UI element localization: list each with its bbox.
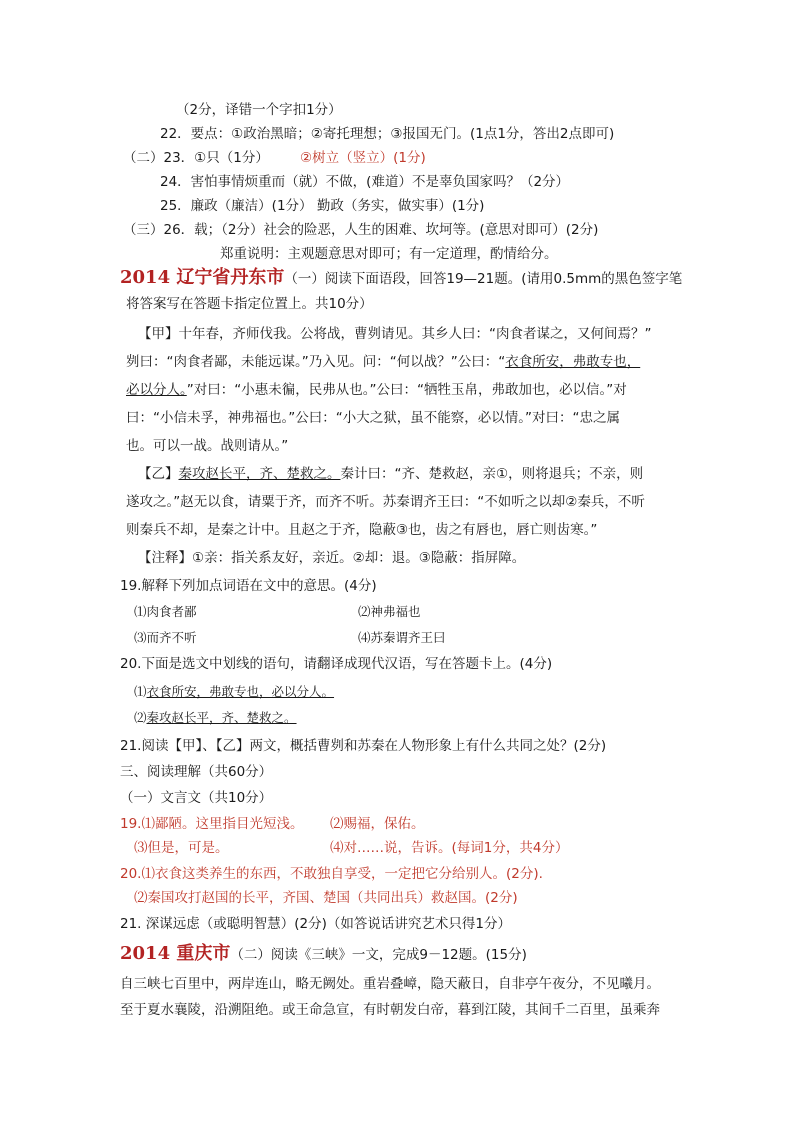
note-line: 郑重说明：主观题意思对即可；有一定道理，酌情给分。 [220, 246, 558, 262]
underlined-text: 衣食所安，弗敢专也，必以分人。 [146, 684, 335, 699]
answer-line: 21. 深谋远虑（或聪明智慧）(2分)（如答说话讲究艺术只得1分） [120, 916, 511, 932]
annotation-line: 【注释】①亲：指关系友好，亲近。②却：退。③隐蔽：指屏障。 [138, 550, 526, 566]
answer-line: ②树立（竖立）(1分) [300, 150, 426, 166]
answer-line: 24．害怕事情烦重而（就）不做，(难道）不是辜负国家吗？（2分） [160, 174, 570, 190]
section-title: 三、阅读理解（共60分） [120, 764, 273, 780]
answer-line: ⑷对……说，告诉。(每词1分，共4分） [330, 840, 569, 856]
question-line: 19.解释下列加点词语在文中的意思。(4分) [120, 578, 377, 594]
answer-line: （三）26．载；（2分）社会的险恶，人生的困难、坎坷等。(意思对即可）(2分) [123, 222, 599, 238]
question-item: ⑷苏秦谓齐王曰 [358, 630, 446, 645]
passage-text: 秦计曰：“齐、楚救赵，亲①，则将退兵；不亲，则 [340, 466, 644, 482]
answer-line: 25．廉政（廉洁）(1分） 勤政（务实，做实事）(1分) [160, 198, 485, 214]
year-city-heading: 2014 重庆市 [120, 943, 231, 964]
passage-line: 自三峡七百里中，两岸连山，略无阙处。重岩叠嶂，隐天蔽日，自非亭午夜分，不见曦月。 [120, 976, 660, 992]
intro-text: （二）阅读《三峡》一文，完成9－12题。(15分) [230, 947, 527, 963]
section-title: （一）文言文（共10分） [120, 790, 273, 806]
answer-line: （二）23．①只（1分） [123, 150, 269, 166]
passage-line: 曰：“小信未孚，神弗福也。”公曰：“小大之狱，虽不能察，必以情。”对曰：“忠之属 [126, 410, 620, 426]
question-line: 20.下面是选文中划线的语句，请翻译成现代汉语，写在答题卡上。(4分) [120, 656, 553, 672]
answer-line: ⑶但是，可是。 [134, 840, 229, 856]
passage-line: 至于夏水襄陵，沿溯阻绝。或王命急宣，有时朝发白帝，暮到江陵，其间千二百里，虽乘奔 [120, 1002, 660, 1018]
answer-line: 22．要点：①政治黑暗；②寄托理想；③报国无门。(1点1分，答出2点即可) [160, 126, 615, 142]
item-number: ⑴ [134, 684, 147, 699]
question-line: 21.阅读【甲】、【乙】两文，概括曹刿和苏秦在人物形象上有什么共同之处？(2分) [120, 738, 607, 754]
intro-text: 将答案写在答题卡指定位置上。共10分） [126, 296, 373, 312]
passage-line: 则秦兵不却，是秦之计中。且赵之于齐，隐蔽③也，齿之有唇也，唇亡则齿寒。” [126, 522, 598, 538]
passage-text: ”对曰：“小惠未徧，民弗从也。”公曰：“牺牲玉帛，弗敢加也，必以信。”对 [186, 382, 627, 398]
year-city-heading: 2014 辽宁省丹东市 [120, 267, 285, 288]
section-heading [120, 266, 682, 291]
underlined-text: 必以分人。 [126, 382, 187, 398]
item-number: ⑵ [134, 710, 147, 725]
question-item: ⑶而齐不听 [134, 630, 197, 645]
underlined-text: 秦攻赵长平，齐、楚救之。 [146, 710, 297, 725]
intro-text: （一）阅读下面语段，回答19—21题。(请用0.5mm的黑色签字笔 [284, 271, 683, 287]
passage-line [126, 350, 640, 374]
section-heading [120, 942, 527, 967]
passage-line [138, 462, 643, 486]
question-item: ⑵神弗福也 [358, 604, 421, 619]
question-item [134, 706, 297, 730]
answer-line: ⑵秦国攻打赵国的长平，齐国、楚国（共同出兵）救赵国。(2分) [134, 890, 518, 906]
answer-line: （2分，译错一个字扣1分） [176, 102, 342, 118]
question-item: ⑴肉食者鄙 [134, 604, 197, 619]
passage-text: 刿曰：“肉食者鄙，未能远谋。”乃入见。问：“何以战？”公曰：“ [126, 354, 506, 370]
underlined-text: 衣食所安，弗敢专也， [505, 354, 641, 370]
passage-line: 也。可以一战。战则请从。” [126, 438, 289, 454]
answer-line: 19.⑴鄙陋。这里指目光短浅。 [120, 816, 304, 832]
passage-text: 【乙】 [138, 466, 179, 482]
answer-line: ⑵赐福，保佑。 [330, 816, 425, 832]
answer-line: 20.⑴衣食这类养生的东西，不敢独自享受，一定把它分给别人。(2分). [120, 866, 543, 882]
passage-line: 【甲】十年春，齐师伐我。公将战，曹刿请见。其乡人曰：“肉食者谋之，又何间焉？” [138, 326, 652, 342]
question-item [134, 680, 334, 704]
underlined-text: 秦攻赵长平，齐、楚救之。 [178, 466, 341, 482]
passage-line: 遂攻之。”赵无以食，请粟于齐，而齐不听。苏秦谓齐王曰：“不如听之以却②秦兵，不听 [126, 494, 645, 510]
passage-line [126, 378, 627, 402]
